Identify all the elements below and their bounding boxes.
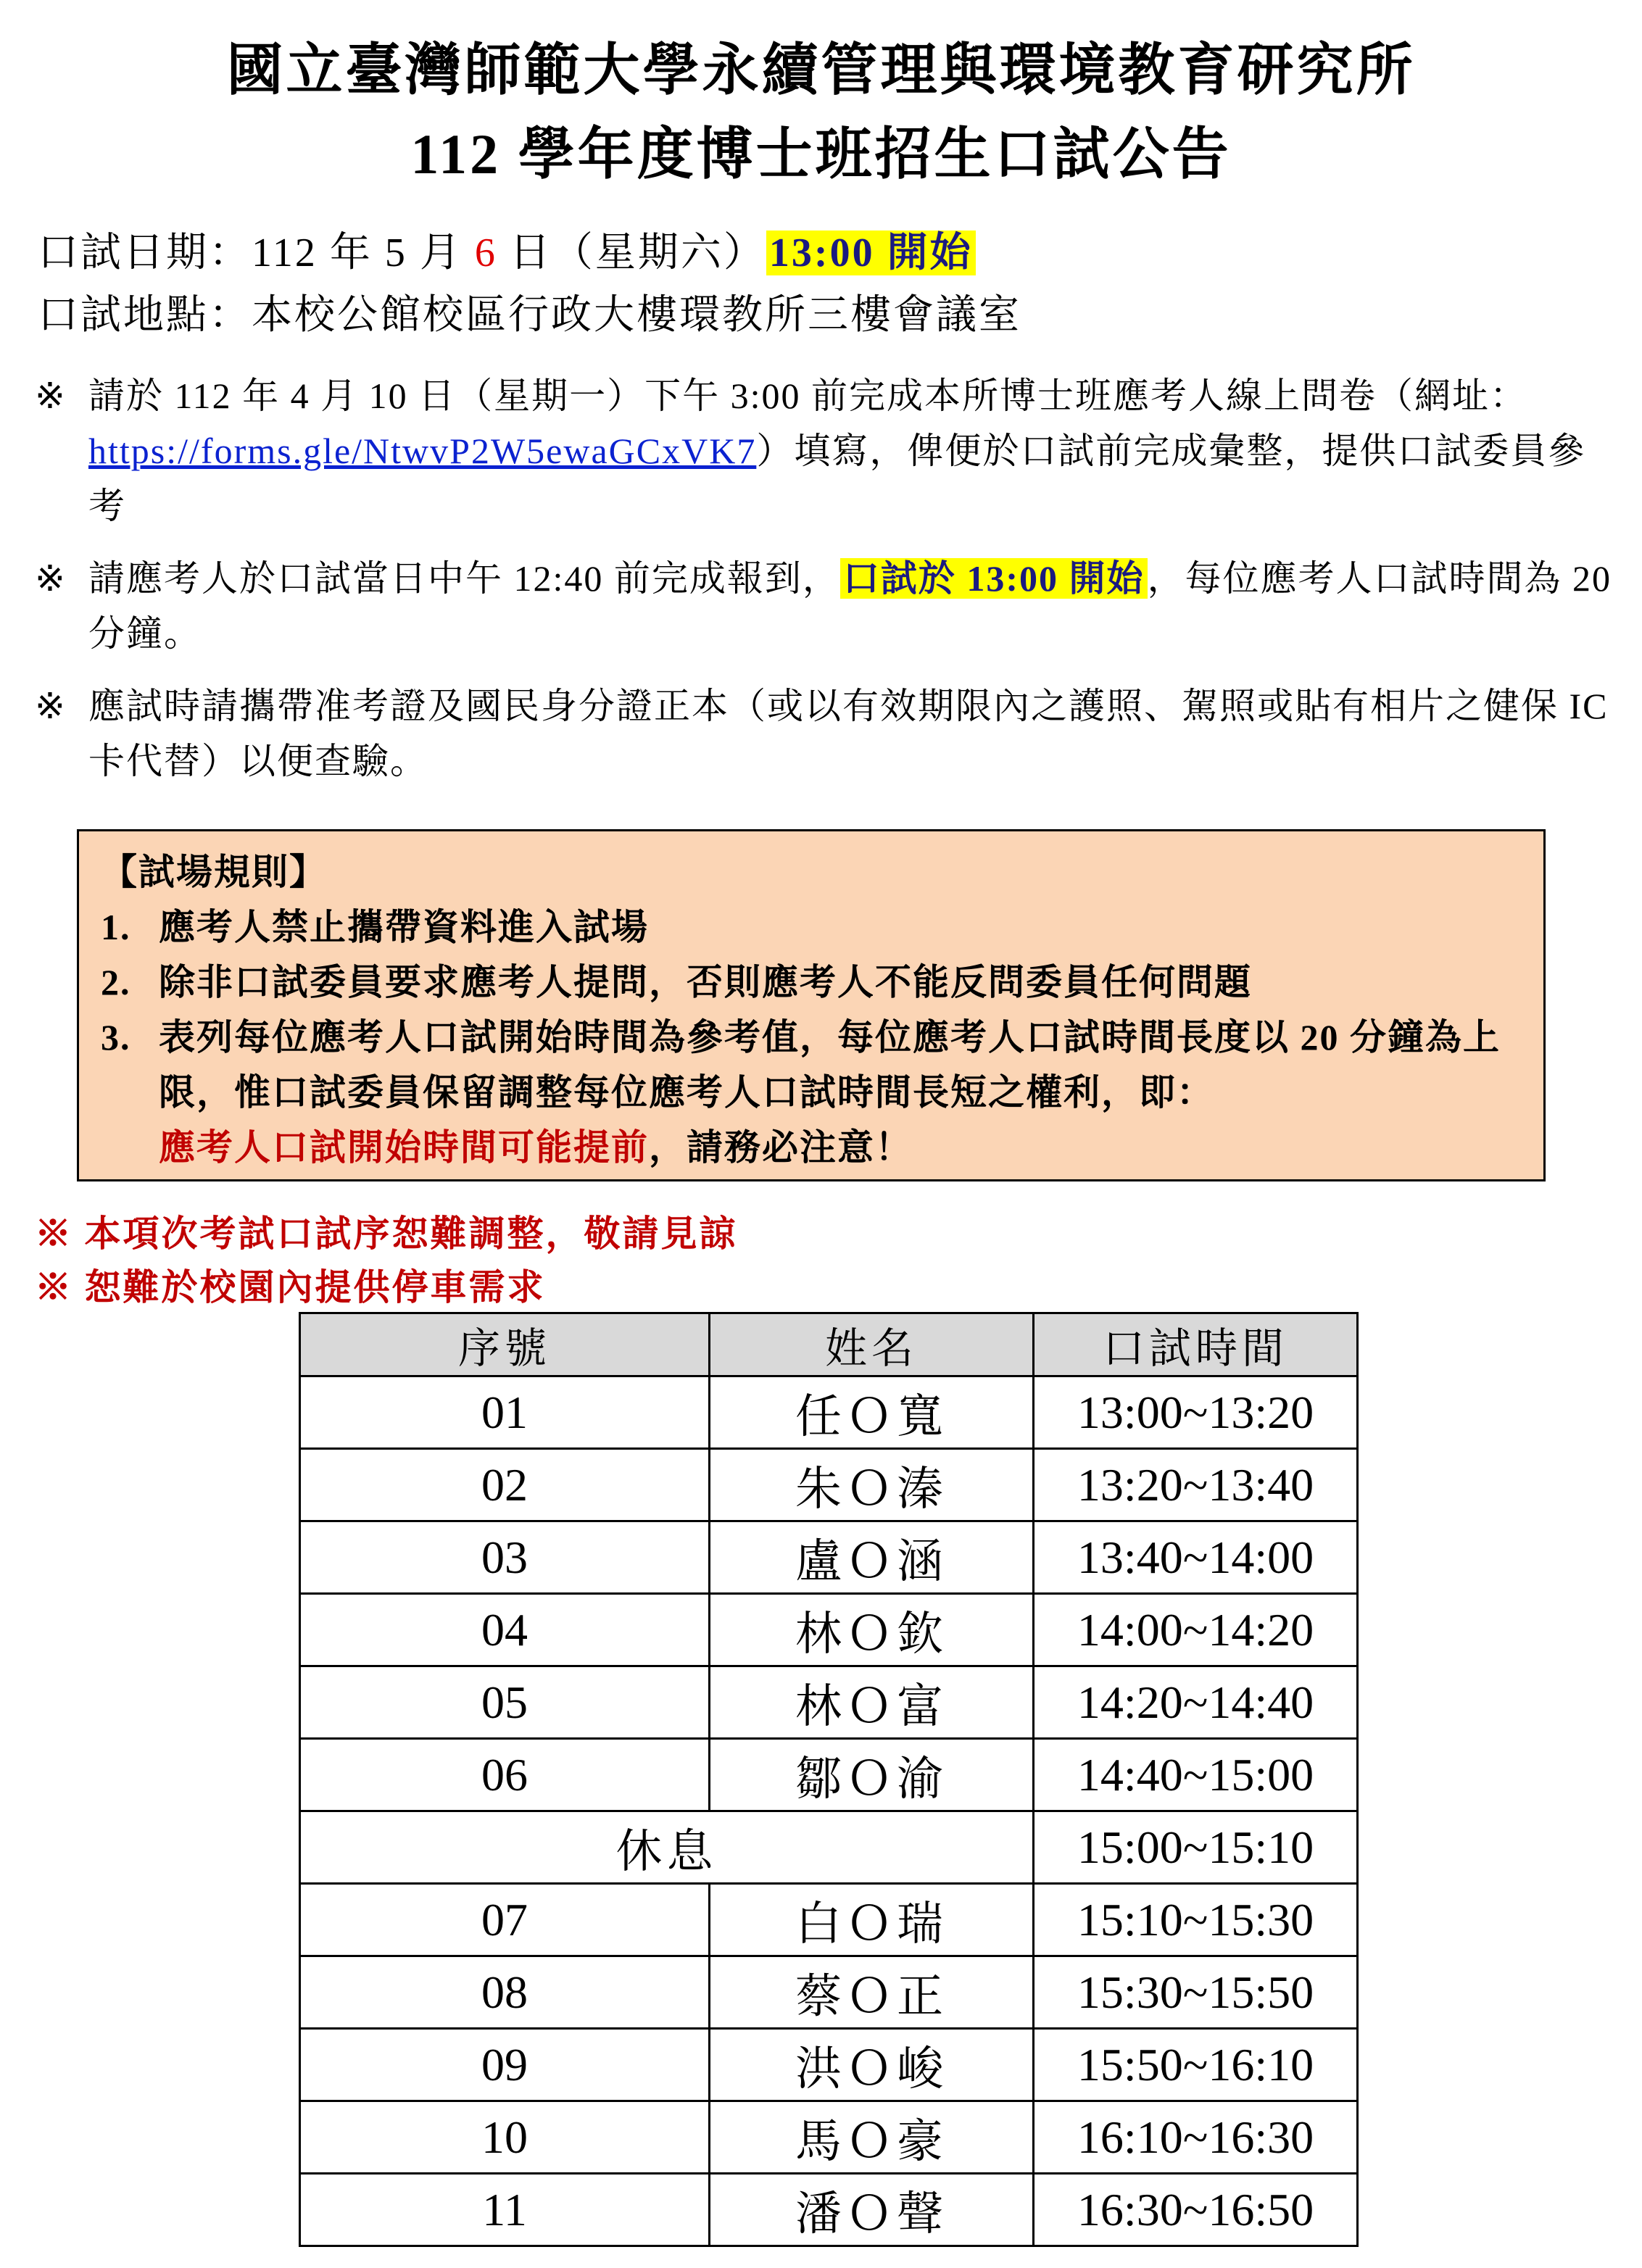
table-row bbox=[300, 1739, 1358, 1811]
cell-name: 盧Ｏ涵 bbox=[710, 1521, 1034, 1594]
rule-text: 應考人禁止攜帶資料進入試場 bbox=[159, 907, 649, 947]
cell-number: 01 bbox=[300, 1376, 710, 1449]
rule-item bbox=[101, 900, 1543, 955]
note-3 bbox=[35, 678, 1615, 789]
schedule-table bbox=[299, 1312, 1359, 2247]
cell-number: 06 bbox=[300, 1739, 710, 1811]
table-row bbox=[300, 1666, 1358, 1739]
cell-number: 11 bbox=[300, 2174, 710, 2246]
table-row bbox=[300, 1594, 1358, 1666]
cell-time: 13:20~13:40 bbox=[1034, 1449, 1358, 1521]
table-row bbox=[300, 1956, 1358, 2029]
cell-number: 04 bbox=[300, 1594, 710, 1666]
table-row bbox=[300, 1521, 1358, 1594]
cell-number: 08 bbox=[300, 1956, 710, 2029]
cell-time: 15:30~15:50 bbox=[1034, 1956, 1358, 2029]
note-2-text-end: ，每位應考人口試時間為 20 分鐘。 bbox=[88, 558, 1612, 654]
table-row bbox=[300, 1376, 1358, 1449]
cell-number: 09 bbox=[300, 2029, 710, 2101]
cell-time: 16:10~16:30 bbox=[1034, 2101, 1358, 2174]
reference-mark-icon: ※ bbox=[35, 686, 67, 726]
cell-number: 05 bbox=[300, 1666, 710, 1739]
survey-link[interactable]: https://forms.gle/NtwvP2W5ewaGCxVK7 bbox=[88, 431, 757, 471]
rule-text: 表列每位應考人口試開始時間為參考值，每位應考人口試時間長度以 20 分鐘為上限，惟口試委員保留調整每位應考人口試時間長短之權利，即： bbox=[159, 1017, 1501, 1113]
cell-time: 14:40~15:00 bbox=[1034, 1739, 1358, 1811]
rule-number: 3. bbox=[101, 1017, 131, 1058]
cell-number: 10 bbox=[300, 2101, 710, 2174]
cell-name: 林Ｏ欽 bbox=[710, 1594, 1034, 1666]
exam-date-rest: 日（星期六） bbox=[497, 230, 766, 275]
cell-name: 鄒Ｏ渝 bbox=[710, 1739, 1034, 1811]
cell-time: 14:00~14:20 bbox=[1034, 1594, 1358, 1666]
cell-number: 03 bbox=[300, 1521, 710, 1594]
reference-mark-icon: ※ bbox=[35, 375, 67, 416]
rule-item bbox=[101, 955, 1543, 1010]
table-row bbox=[300, 2174, 1358, 2246]
warning-parking: ※ 恕難於校園內提供停車需求 bbox=[35, 1267, 546, 1308]
rule-number: 1. bbox=[101, 907, 131, 947]
rule-text-end: ，請務必注意！ bbox=[649, 1127, 913, 1168]
rule-warning-red: 應考人口試開始時間可能提前 bbox=[159, 1127, 649, 1168]
cell-time: 15:50~16:10 bbox=[1034, 2029, 1358, 2101]
title-line-1: 國立臺灣師範大學永續管理與環境教育研究所 bbox=[226, 38, 1416, 101]
cell-name: 任Ｏ寬 bbox=[710, 1376, 1034, 1449]
table-row bbox=[300, 1449, 1358, 1521]
table-row bbox=[300, 2101, 1358, 2174]
exam-date-day: 6 bbox=[474, 230, 497, 275]
note-1 bbox=[35, 368, 1615, 533]
table-header-row bbox=[300, 1313, 1358, 1376]
note-2-highlight: 口試於 13:00 開始 bbox=[840, 558, 1148, 599]
cell-number: 02 bbox=[300, 1449, 710, 1521]
rule-item bbox=[101, 1010, 1543, 1175]
cell-time: 16:30~16:50 bbox=[1034, 2174, 1358, 2246]
rule-number: 2. bbox=[101, 962, 131, 1002]
cell-time: 13:40~14:00 bbox=[1034, 1521, 1358, 1594]
table-row-break bbox=[300, 1811, 1358, 1884]
header-number: 序號 bbox=[300, 1313, 710, 1376]
note-3-text: 應試時請攜帶准考證及國民身分證正本（或以有效期限內之護照、駕照或貼有相片之健保 IC 卡代替）以便查驗。 bbox=[88, 686, 1609, 781]
reference-mark-icon: ※ bbox=[35, 558, 67, 599]
header-name: 姓名 bbox=[710, 1313, 1034, 1376]
cell-time: 14:20~14:40 bbox=[1034, 1666, 1358, 1739]
rules-heading: 【試場規則】 bbox=[101, 852, 327, 892]
table-row bbox=[300, 1884, 1358, 1956]
exam-date-label: 口試日期：112 年 5 月 bbox=[38, 230, 475, 275]
break-label: 休息 bbox=[300, 1811, 1034, 1884]
note-1-text: 請於 112 年 4 月 10 日（星期一）下午 3:00 前完成本所博士班應考人線上問卷（網址： bbox=[88, 375, 1528, 416]
note-1-text-end: ）填寫，俾便於口試前完成彙整，提供口試委員參考 bbox=[88, 431, 1586, 526]
cell-time: 13:00~13:20 bbox=[1034, 1376, 1358, 1449]
cell-name: 馬Ｏ豪 bbox=[710, 2101, 1034, 2174]
cell-name: 蔡Ｏ正 bbox=[710, 1956, 1034, 2029]
exam-location: 口試地點：本校公館校區行政大樓環教所三樓會議室 bbox=[38, 293, 1021, 338]
cell-name: 潘Ｏ聲 bbox=[710, 2174, 1034, 2246]
cell-name: 白Ｏ瑞 bbox=[710, 1884, 1034, 1956]
cell-time: 15:10~15:30 bbox=[1034, 1884, 1358, 1956]
cell-name: 朱Ｏ溱 bbox=[710, 1449, 1034, 1521]
header-time: 口試時間 bbox=[1034, 1313, 1358, 1376]
exam-start-highlight: 13:00 開始 bbox=[766, 230, 976, 275]
warning-order: ※ 本項次考試口試序恕難調整，敬請見諒 bbox=[35, 1213, 738, 1254]
cell-name: 林Ｏ富 bbox=[710, 1666, 1034, 1739]
rule-text: 除非口試委員要求應考人提問，否則應考人不能反問委員任何問題 bbox=[159, 962, 1252, 1002]
note-2-text: 請應考人於口試當日中午 12:40 前完成報到， bbox=[88, 558, 840, 599]
note-2 bbox=[35, 551, 1615, 661]
exam-rules-box bbox=[77, 829, 1546, 1181]
table-row bbox=[300, 2029, 1358, 2101]
cell-name: 洪Ｏ峻 bbox=[710, 2029, 1034, 2101]
cell-time: 15:00~15:10 bbox=[1034, 1811, 1358, 1884]
cell-number: 07 bbox=[300, 1884, 710, 1956]
title-line-2: 112 學年度博士班招生口試公告 bbox=[410, 122, 1232, 186]
exam-date bbox=[38, 220, 976, 278]
